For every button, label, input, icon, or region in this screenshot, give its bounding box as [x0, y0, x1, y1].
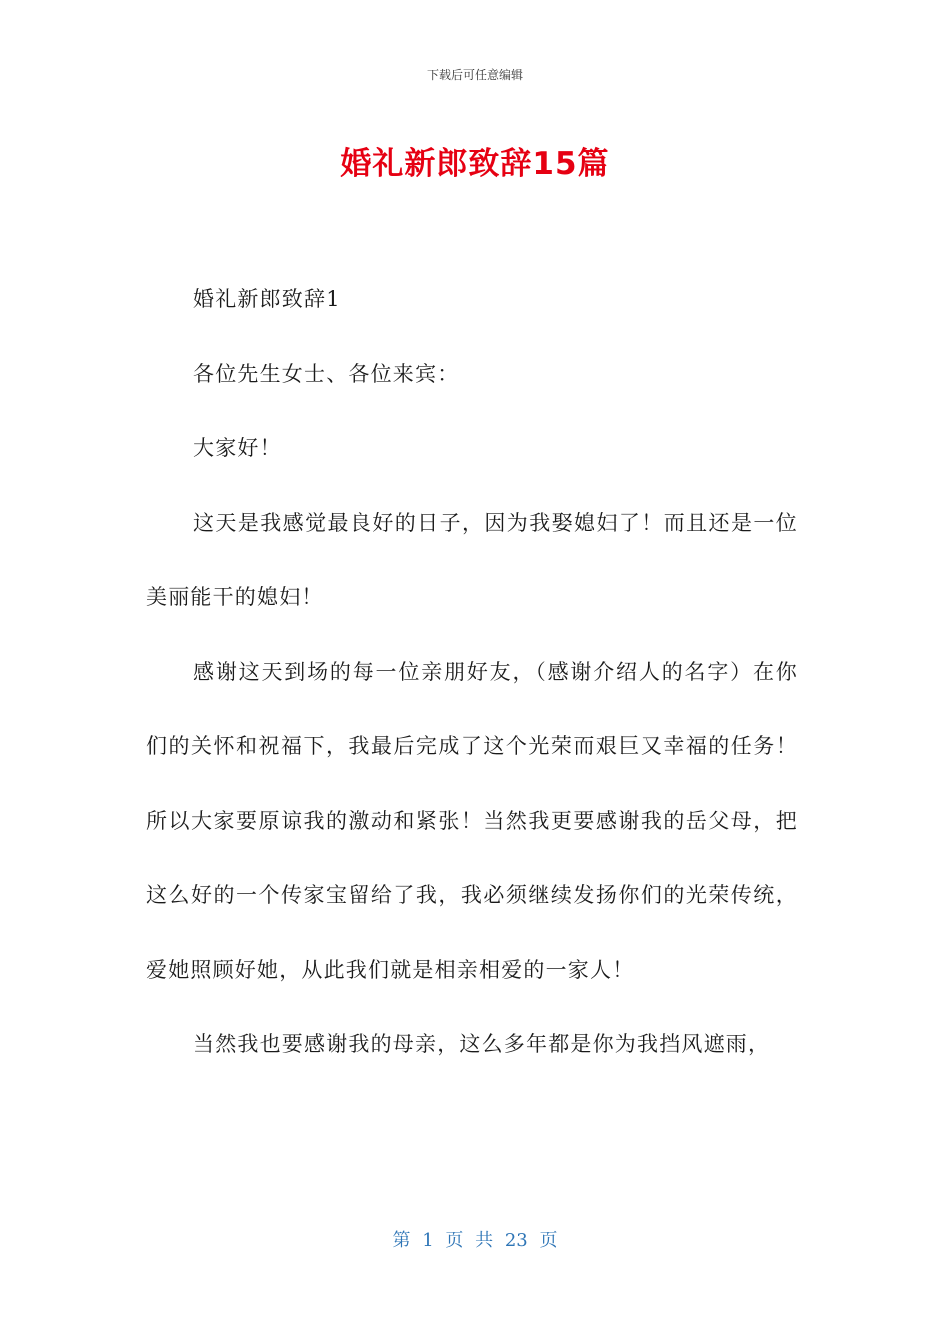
paragraph-greeting: 大家好！: [193, 436, 282, 460]
paragraph: 这天是我感觉最良好的日子，因为我娶媳妇了！而且还是一位美丽能干的媳妇！: [146, 510, 798, 609]
paragraph-heading: 婚礼新郎致辞1: [193, 287, 341, 311]
paragraph: 当然我也要感谢我的母亲，这么多年都是你为我挡风遮雨，: [193, 1032, 771, 1056]
page-number-footer: 第 1 页 共 23 页: [392, 1230, 558, 1251]
header-note: 下载后可任意编辑: [426, 68, 523, 82]
paragraph: 感谢这天到场的每一位亲朋好友，（感谢介绍人的名字）在你们的关怀和祝福下，我最后完成了这个光荣而艰巨又幸福的任务！所以大家要原谅我的激动和紧张！当然我更要感谢我的岳父母，把这么好的一个传家宝留给了我，我必须继续发扬你们的光荣传统，爱她照顾好她，从此我们就是相亲相爱的一家人！: [146, 659, 798, 982]
paragraph-salutation: 各位先生女士、各位来宾：: [193, 361, 460, 386]
document-title: 婚礼新郎致辞15篇: [340, 146, 610, 182]
document-body: [146, 262, 798, 1082]
